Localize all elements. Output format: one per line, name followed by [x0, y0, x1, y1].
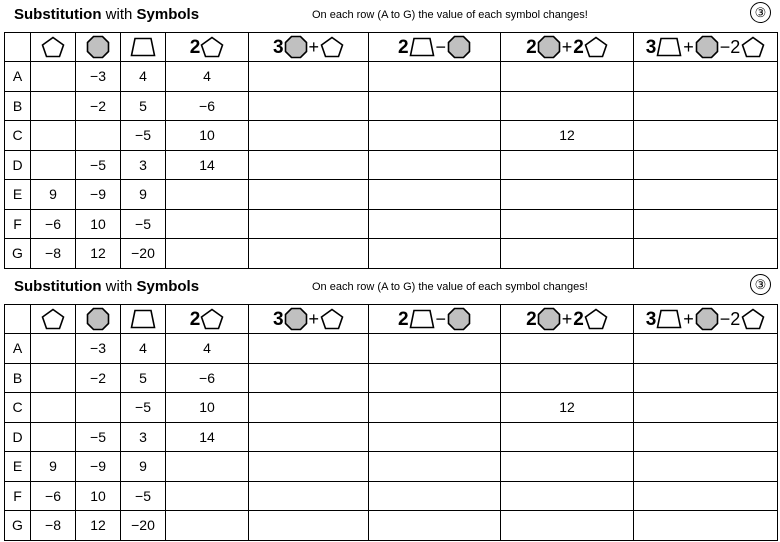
table-row	[5, 239, 778, 269]
octagon-value[interactable]: 10	[76, 481, 121, 511]
octagon-value[interactable]: −5	[76, 150, 121, 180]
expr-4-answer[interactable]	[501, 481, 634, 511]
expr-4-answer[interactable]	[501, 209, 634, 239]
expr-1-answer[interactable]	[166, 209, 249, 239]
expr-3-answer[interactable]	[369, 393, 501, 423]
table-row	[5, 363, 778, 393]
title-word-symbols: Symbols	[136, 278, 200, 295]
expr-4-answer[interactable]	[501, 91, 634, 121]
trapezium-icon	[409, 309, 435, 329]
expr-5-answer[interactable]	[634, 209, 778, 239]
octagon-icon	[447, 35, 471, 59]
expr-5-answer[interactable]	[634, 121, 778, 151]
expr-3-answer[interactable]	[369, 422, 501, 452]
pentagon-icon	[320, 308, 344, 330]
table-row	[5, 62, 778, 92]
expr-coefficient: 2	[189, 308, 201, 330]
trapezium-icon	[130, 309, 156, 329]
table-row	[5, 150, 778, 180]
octagon-value[interactable]: −2	[76, 363, 121, 393]
octagon-icon	[86, 307, 110, 331]
substitution-table	[4, 32, 778, 269]
expr-1-answer[interactable]: 4	[166, 334, 249, 364]
expr-3-answer[interactable]	[369, 334, 501, 364]
table-row	[5, 422, 778, 452]
expr-3-answer[interactable]	[369, 511, 501, 541]
header-pentagon	[31, 33, 76, 62]
table-row	[5, 334, 778, 364]
pentagon-icon	[584, 308, 608, 330]
header-row	[5, 33, 778, 62]
pentagon-value[interactable]	[31, 363, 76, 393]
row-label: G	[5, 511, 31, 541]
pentagon-value[interactable]: 9	[31, 452, 76, 482]
expr-coefficient: 2	[526, 36, 537, 58]
expr-2-answer[interactable]	[249, 121, 369, 151]
worksheet-title	[14, 278, 199, 295]
expr-3-answer[interactable]	[369, 363, 501, 393]
expr-2-answer[interactable]	[249, 511, 369, 541]
pentagon-value[interactable]: 9	[31, 180, 76, 210]
header-row	[5, 305, 778, 334]
pentagon-icon	[200, 308, 224, 330]
expr-4-answer[interactable]	[501, 150, 634, 180]
header-trapezium	[121, 305, 166, 334]
expr-operator: −2	[719, 37, 741, 57]
expr-4-answer[interactable]	[501, 62, 634, 92]
expr-5-answer[interactable]	[634, 150, 778, 180]
pentagon-value[interactable]	[31, 91, 76, 121]
expr-coefficient: 2	[573, 308, 584, 330]
row-label: B	[5, 363, 31, 393]
corner-cell	[5, 305, 31, 334]
worksheet-number: ③	[750, 274, 771, 295]
worksheet-bottom	[0, 272, 780, 542]
octagon-icon	[537, 35, 561, 59]
expr-operator: +	[683, 37, 694, 57]
pentagon-icon	[584, 36, 608, 58]
trapezium-value[interactable]: −20	[121, 239, 166, 269]
header-expr-2	[249, 305, 369, 334]
table-row	[5, 91, 778, 121]
pentagon-value[interactable]: −6	[31, 481, 76, 511]
pentagon-icon	[320, 36, 344, 58]
worksheet-title	[14, 6, 199, 23]
octagon-value[interactable]: 12	[76, 511, 121, 541]
trapezium-value[interactable]: −5	[121, 481, 166, 511]
expr-5-answer[interactable]	[634, 511, 778, 541]
header-expr-1	[166, 33, 249, 62]
expr-5-answer[interactable]	[634, 334, 778, 364]
octagon-value[interactable]: −9	[76, 180, 121, 210]
pentagon-icon	[41, 308, 65, 330]
expr-4-answer[interactable]	[501, 452, 634, 482]
row-label: D	[5, 422, 31, 452]
expr-5-answer[interactable]	[634, 62, 778, 92]
header-pentagon	[31, 305, 76, 334]
trapezium-value[interactable]: −5	[121, 393, 166, 423]
expr-1-answer[interactable]: 14	[166, 150, 249, 180]
expr-5-answer[interactable]	[634, 393, 778, 423]
expr-2-answer[interactable]	[249, 393, 369, 423]
table-row	[5, 511, 778, 541]
expr-4-answer[interactable]	[501, 334, 634, 364]
expr-2-answer[interactable]	[249, 62, 369, 92]
octagon-icon	[284, 307, 308, 331]
expr-3-answer[interactable]	[369, 209, 501, 239]
expr-coefficient: 2	[189, 36, 201, 58]
expr-2-answer[interactable]	[249, 481, 369, 511]
pentagon-icon	[741, 308, 765, 330]
expr-5-answer[interactable]	[634, 422, 778, 452]
trapezium-value[interactable]: −20	[121, 511, 166, 541]
trapezium-value[interactable]: 4	[121, 62, 166, 92]
table-row	[5, 393, 778, 423]
expr-4-answer[interactable]	[501, 422, 634, 452]
trapezium-value[interactable]: 4	[121, 334, 166, 364]
row-label: D	[5, 150, 31, 180]
table-row	[5, 121, 778, 151]
expr-5-answer[interactable]	[634, 481, 778, 511]
pentagon-value[interactable]: −8	[31, 239, 76, 269]
pentagon-value[interactable]: −8	[31, 511, 76, 541]
table-row	[5, 481, 778, 511]
trapezium-value[interactable]: 5	[121, 91, 166, 121]
header-octagon	[76, 33, 121, 62]
pentagon-value[interactable]	[31, 422, 76, 452]
expr-4-answer[interactable]: 12	[501, 121, 634, 151]
expr-5-answer[interactable]	[634, 452, 778, 482]
expr-5-answer[interactable]	[634, 363, 778, 393]
expr-operator: +	[561, 37, 573, 57]
octagon-icon	[447, 307, 471, 331]
title-word-with: with	[105, 278, 133, 295]
trapezium-icon	[130, 37, 156, 57]
trapezium-icon	[409, 37, 435, 57]
trapezium-value[interactable]: −5	[121, 209, 166, 239]
corner-cell	[5, 33, 31, 62]
expr-1-answer[interactable]: 4	[166, 62, 249, 92]
expr-operator: +	[561, 309, 573, 329]
expr-3-answer[interactable]	[369, 150, 501, 180]
worksheet-header	[0, 0, 780, 32]
expr-operator: −	[435, 37, 447, 57]
expr-coefficient: 3	[645, 308, 657, 330]
expr-5-answer[interactable]	[634, 91, 778, 121]
header-expr-3	[369, 305, 501, 334]
expr-2-answer[interactable]	[249, 422, 369, 452]
trapezium-value[interactable]: 5	[121, 363, 166, 393]
title-word-substitution: Substitution	[14, 278, 102, 295]
expr-1-answer[interactable]	[166, 180, 249, 210]
expr-2-answer[interactable]	[249, 180, 369, 210]
expr-2-answer[interactable]	[249, 91, 369, 121]
expr-operator: +	[683, 309, 694, 329]
octagon-value[interactable]: −3	[76, 62, 121, 92]
table-row	[5, 180, 778, 210]
octagon-value[interactable]: −2	[76, 91, 121, 121]
expr-1-answer[interactable]	[166, 511, 249, 541]
expr-4-answer[interactable]: 12	[501, 393, 634, 423]
row-label: F	[5, 209, 31, 239]
header-expr-5	[634, 305, 778, 334]
trapezium-value[interactable]: 3	[121, 422, 166, 452]
pentagon-value[interactable]	[31, 334, 76, 364]
expr-1-answer[interactable]	[166, 481, 249, 511]
row-label: B	[5, 91, 31, 121]
expr-2-answer[interactable]	[249, 209, 369, 239]
expr-1-answer[interactable]: 10	[166, 121, 249, 151]
row-label: E	[5, 180, 31, 210]
pentagon-value[interactable]: −6	[31, 209, 76, 239]
octagon-icon	[284, 35, 308, 59]
pentagon-value[interactable]	[31, 150, 76, 180]
trapezium-value[interactable]: 3	[121, 150, 166, 180]
worksheet-header	[0, 272, 780, 304]
expr-3-answer[interactable]	[369, 481, 501, 511]
header-expr-5	[634, 33, 778, 62]
expr-4-answer[interactable]	[501, 180, 634, 210]
trapezium-icon	[656, 309, 682, 329]
expr-5-answer[interactable]	[634, 180, 778, 210]
expr-4-answer[interactable]	[501, 363, 634, 393]
expr-5-answer[interactable]	[634, 239, 778, 269]
pentagon-icon	[41, 36, 65, 58]
octagon-icon	[537, 307, 561, 331]
instructions-text: On each row (A to G) the value of each symbol changes!	[312, 281, 588, 293]
table-row	[5, 452, 778, 482]
expr-3-answer[interactable]	[369, 121, 501, 151]
header-expr-3	[369, 33, 501, 62]
worksheet-number: ③	[750, 2, 771, 23]
octagon-value[interactable]	[76, 121, 121, 151]
header-expr-4	[501, 305, 634, 334]
worksheet-top	[0, 0, 780, 270]
header-expr-1	[166, 305, 249, 334]
trapezium-value[interactable]: −5	[121, 121, 166, 151]
octagon-icon	[695, 307, 719, 331]
trapezium-value[interactable]: 9	[121, 452, 166, 482]
octagon-icon	[86, 35, 110, 59]
expr-operator: −2	[719, 309, 741, 329]
substitution-table	[4, 304, 778, 541]
expr-coefficient: 2	[397, 308, 409, 330]
trapezium-value[interactable]: 9	[121, 180, 166, 210]
title-word-symbols: Symbols	[136, 6, 200, 23]
expr-1-answer[interactable]: 14	[166, 422, 249, 452]
pentagon-value[interactable]	[31, 62, 76, 92]
header-expr-2	[249, 33, 369, 62]
expr-1-answer[interactable]	[166, 452, 249, 482]
trapezium-icon	[656, 37, 682, 57]
expr-4-answer[interactable]	[501, 511, 634, 541]
expr-3-answer[interactable]	[369, 91, 501, 121]
octagon-value[interactable]: 12	[76, 239, 121, 269]
expr-2-answer[interactable]	[249, 239, 369, 269]
expr-2-answer[interactable]	[249, 363, 369, 393]
expr-1-answer[interactable]: 10	[166, 393, 249, 423]
expr-4-answer[interactable]	[501, 239, 634, 269]
expr-coefficient: 3	[272, 308, 284, 330]
row-label: F	[5, 481, 31, 511]
expr-3-answer[interactable]	[369, 180, 501, 210]
title-word-substitution: Substitution	[14, 6, 102, 23]
expr-1-answer[interactable]: −6	[166, 91, 249, 121]
octagon-value[interactable]: 10	[76, 209, 121, 239]
row-label: E	[5, 452, 31, 482]
title-word-with: with	[105, 6, 133, 23]
pentagon-icon	[200, 36, 224, 58]
octagon-value[interactable]: −5	[76, 422, 121, 452]
instructions-text: On each row (A to G) the value of each symbol changes!	[312, 9, 588, 21]
octagon-icon	[695, 35, 719, 59]
table-row	[5, 209, 778, 239]
expr-3-answer[interactable]	[369, 62, 501, 92]
header-expr-4	[501, 33, 634, 62]
expr-3-answer[interactable]	[369, 452, 501, 482]
expr-coefficient: 2	[397, 36, 409, 58]
header-octagon	[76, 305, 121, 334]
octagon-value[interactable]: −3	[76, 334, 121, 364]
expr-operator: +	[308, 37, 320, 57]
expr-3-answer[interactable]	[369, 239, 501, 269]
expr-coefficient: 3	[272, 36, 284, 58]
octagon-value[interactable]	[76, 393, 121, 423]
expr-operator: −	[435, 309, 447, 329]
expr-coefficient: 3	[645, 36, 657, 58]
expr-1-answer[interactable]	[166, 239, 249, 269]
pentagon-value[interactable]	[31, 121, 76, 151]
row-label: G	[5, 239, 31, 269]
row-label: A	[5, 334, 31, 364]
row-label: C	[5, 393, 31, 423]
expr-1-answer[interactable]: −6	[166, 363, 249, 393]
header-trapezium	[121, 33, 166, 62]
expr-2-answer[interactable]	[249, 150, 369, 180]
expr-operator: +	[308, 309, 320, 329]
row-label: A	[5, 62, 31, 92]
octagon-value[interactable]: −9	[76, 452, 121, 482]
pentagon-icon	[741, 36, 765, 58]
expr-coefficient: 2	[573, 36, 584, 58]
expr-2-answer[interactable]	[249, 334, 369, 364]
row-label: C	[5, 121, 31, 151]
pentagon-value[interactable]	[31, 393, 76, 423]
expr-2-answer[interactable]	[249, 452, 369, 482]
expr-coefficient: 2	[526, 308, 537, 330]
